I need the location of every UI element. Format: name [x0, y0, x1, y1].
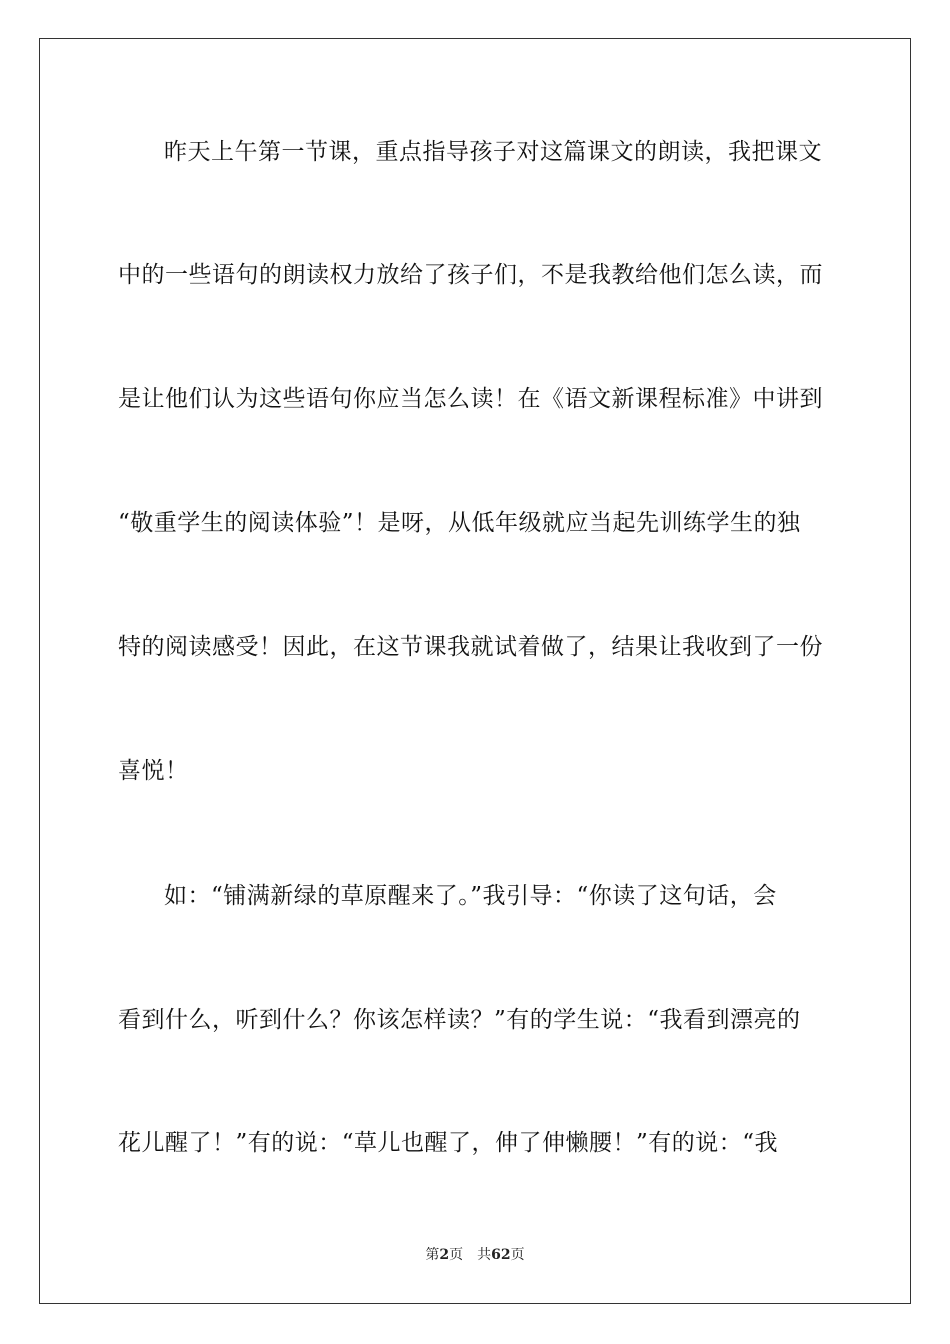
page-footer — [0, 1246, 950, 1264]
total-prefix: 共 — [477, 1247, 492, 1263]
paragraph-2-line-3: 花儿醒了！”有的说：“草儿也醒了，伸了伸懒腰！”有的说：“我 — [118, 1130, 779, 1156]
paragraph-1-line-2: 中的一些语句的朗读权力放给了孩子们，不是我教给他们怎么读，而 — [118, 262, 823, 288]
paragraph-1-line-1: 昨天上午第一节课，重点指导孩子对这篇课文的朗读，我把课文 — [164, 139, 822, 165]
total-suffix: 页 — [510, 1247, 525, 1263]
paragraph-1-line-4: “敬重学生的阅读体验”！是呀，从低年级就应当起先训练学生的独 — [118, 510, 801, 536]
paragraph-1-line-6: 喜悦！ — [118, 758, 189, 784]
paragraph-2-line-1: 如：“铺满新绿的草原醒来了。”我引导：“你读了这句话，会 — [164, 883, 777, 909]
paragraph-2-line-2: 看到什么，听到什么？你该怎样读？”有的学生说：“我看到漂亮的 — [118, 1007, 801, 1033]
paragraph-1-line-3: 是让他们认为这些语句你应当怎么读！在《语文新课程标准》中讲到 — [118, 386, 823, 412]
paragraph-1-line-5: 特的阅读感受！因此，在这节课我就试着做了，结果让我收到了一份 — [118, 634, 823, 660]
page-number: 2 — [439, 1247, 450, 1263]
page-prefix: 第 — [425, 1247, 440, 1263]
page-border — [39, 38, 911, 1304]
page-suffix: 页 — [449, 1247, 464, 1263]
total-pages: 62 — [491, 1247, 511, 1263]
